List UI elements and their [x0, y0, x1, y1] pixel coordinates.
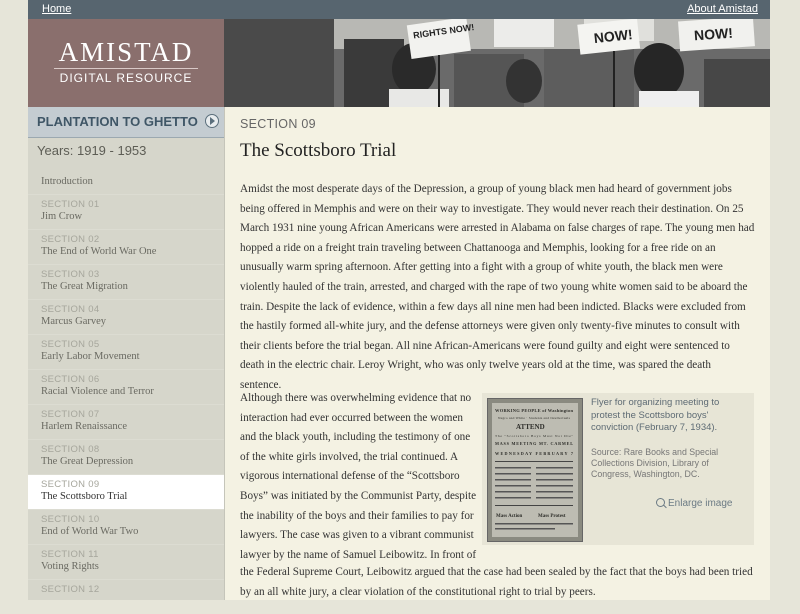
nav-section-number: SECTION 04 — [41, 304, 100, 315]
body-paragraph: the Federal Supreme Court, Leibowitz argued that the case had been sealed by the fact that the boys had been tried by an all white jury, a clear violation of the constitutional right to trial by peers. — [240, 566, 753, 598]
chapter-years: Years: 1919 - 1953 — [37, 143, 147, 158]
nav-item-section-01[interactable] — [28, 194, 224, 229]
nav-item-section-03[interactable] — [28, 264, 224, 299]
nav-item-section-10[interactable] — [28, 509, 224, 544]
flyer-paper — [492, 403, 578, 537]
flyer-line: The "Scottsboro Boys Must Not Die" — [495, 434, 573, 438]
flyer-line: Mass Protest — [538, 514, 566, 519]
nav-item-section-11[interactable] — [28, 544, 224, 579]
chapter-heading[interactable] — [28, 107, 224, 138]
flyer-line: ATTEND — [516, 423, 545, 431]
nav-section-number: SECTION 03 — [41, 269, 100, 280]
flyer-line: Mass Action — [496, 514, 523, 519]
nav-item-section-09[interactable] — [28, 474, 224, 509]
nav-section-title: The Great Migration — [41, 281, 128, 292]
nav-section-title: The Great Depression — [41, 456, 134, 467]
nav-item-section-07[interactable] — [28, 404, 224, 439]
protest-sign-text: NOW! — [592, 26, 634, 47]
nav-section-number: SECTION 06 — [41, 374, 100, 385]
site-header — [28, 19, 770, 107]
nav-section-number: SECTION 05 — [41, 339, 100, 350]
protest-sign-text: NOW! — [693, 24, 734, 44]
section-nav — [28, 170, 224, 614]
nav-section-title: Early Labor Movement — [41, 351, 140, 362]
about-amistad-link[interactable]: About Amistad — [687, 3, 758, 15]
main-content — [225, 107, 770, 600]
nav-item-section-05[interactable] — [28, 334, 224, 369]
protest-photo-image — [224, 19, 770, 107]
nav-section-number: SECTION 09 — [41, 479, 100, 490]
nav-section-title: Marcus Garvey — [41, 316, 107, 327]
nav-section-title: End of World War Two — [41, 526, 139, 537]
flyer-image[interactable] — [487, 398, 583, 542]
logo-name: AMISTAD — [58, 37, 194, 67]
chapter-title: PLANTATION TO GHETTO — [37, 114, 198, 129]
sidebar — [28, 107, 225, 600]
magnifier-icon[interactable] — [656, 498, 665, 507]
home-link[interactable]: Home — [42, 3, 72, 15]
nav-section-title: Racial Violence and Terror — [41, 386, 154, 397]
nav-item-section-02[interactable] — [28, 229, 224, 264]
nav-section-title: Jim Crow — [41, 211, 83, 222]
flyer-line: WORKING PEOPLE of Washington — [495, 408, 573, 413]
figure-box — [482, 393, 754, 545]
section-number: SECTION 09 — [240, 117, 316, 131]
flyer-line: Negro and White · Students and Intellectuals — [498, 416, 570, 420]
nav-section-title: Harlem Renaissance — [41, 421, 128, 432]
nav-section-number: SECTION 07 — [41, 409, 100, 420]
nav-item-section-12[interactable] — [28, 579, 224, 614]
nav-section-number: SECTION 12 — [41, 584, 100, 595]
body-paragraph: Although there was overwhelming evidence that no interaction had ever occurred between the women and the black youth, including the testimony of one of the white girls involved, the trial continued. A vigorous international defense of the “Scottsboro Boys” was initiated by the Communist Party, despite the inability of the boys and their families to pay for lawyers. The case was given to a vibrant communist lawyer by the name of Samuel Leibowitz. In front of — [240, 392, 477, 561]
body-paragraph: Amidst the most desperate days of the Depression, a group of young black men had heard of government jobs being offered in Memphis and were on their way to investigate. They would never reach their destination. On 25 March 1931 nine young African Americans were arrested in Alabama on false charges of rape. The young men had hopped a ride on a freight train traveling between Chattanooga and Memphis, looking for a free ride on an unusually warm spring afternoon. After getting into a fight with a group of white youth, the black men were violently hauled of the train, arrested, and charged with the rape of two young white women said to be aboard the train. Despite the lack of evidence, within a few days all nine men had been indicted. Blacks were excluded from the hastily formed all-white jury, and the defense attorneys were given only twenty-five minutes to consult with their clients before the trial began. All nine African-Americans were found guilty and eight were sentenced to death in the electric chair. Leroy Wright, who was only twelve years old at the time, was spared the death sentence. — [240, 183, 755, 391]
nav-section-title: The Scottsboro Trial — [41, 491, 128, 502]
nav-section-number: SECTION 01 — [41, 199, 100, 210]
nav-item-section-08[interactable] — [28, 439, 224, 474]
logo-subtitle: DIGITAL RESOURCE — [59, 71, 193, 85]
protest-sign-text: RIGHTS NOW! — [412, 22, 475, 41]
logo-divider — [54, 68, 198, 69]
nav-section-title: Voting Rights — [41, 561, 99, 572]
nav-section-number: SECTION 02 — [41, 234, 100, 245]
flyer-line: WEDNESDAY FEBRUARY 7 — [495, 451, 573, 456]
play-arrow-icon[interactable] — [205, 114, 219, 128]
header-protest-photo — [224, 19, 770, 107]
nav-section-number: SECTION 10 — [41, 514, 100, 525]
page-title: The Scottsboro Trial — [240, 140, 397, 161]
amistad-logo[interactable] — [28, 19, 224, 107]
nav-item-section-06[interactable] — [28, 369, 224, 404]
nav-section-number: SECTION 11 — [41, 549, 99, 560]
nav-section-title: The End of World War One — [41, 246, 157, 257]
figure-source: Source: Rare Books and Special Collections Division, Library of Congress, Washington, DC. — [591, 447, 719, 480]
top-navigation-bar — [28, 0, 770, 19]
flyer-line: MASS MEETING MT. CARMEL — [495, 441, 573, 446]
nav-item-section-04[interactable] — [28, 299, 224, 334]
nav-item-introduction[interactable]: Introduction — [41, 176, 93, 187]
figure-caption: Flyer for organizing meeting to protest the Scottsboro boys' conviction (February 7, 1934). — [591, 397, 720, 433]
nav-section-number: SECTION 08 — [41, 444, 100, 455]
flyer-text-graphic — [492, 403, 576, 535]
enlarge-image-link[interactable]: Enlarge image — [668, 498, 733, 509]
